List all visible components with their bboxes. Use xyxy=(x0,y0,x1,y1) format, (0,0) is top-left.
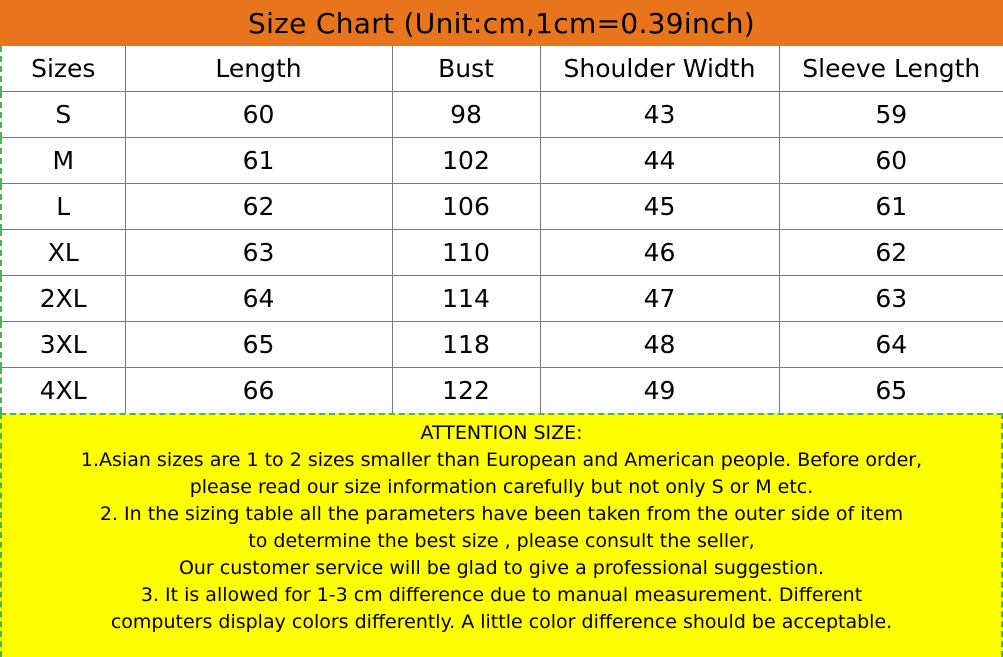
table-row xyxy=(1,368,1003,414)
shoulder-width-cell: 49 xyxy=(540,368,779,414)
size-cell: L xyxy=(1,184,125,230)
bust-cell: 114 xyxy=(392,276,540,322)
length-cell: 66 xyxy=(125,368,392,414)
sleeve-length-cell: 61 xyxy=(779,184,1003,230)
header-shoulder-width: Shoulder Width xyxy=(540,46,779,92)
shoulder-width-cell: 43 xyxy=(540,92,779,138)
header-bust: Bust xyxy=(392,46,540,92)
sleeve-length-cell: 62 xyxy=(779,230,1003,276)
notes-line: 3. It is allowed for 1-3 cm difference due to manual measurement. Different xyxy=(140,584,863,606)
shoulder-width-cell: 47 xyxy=(540,276,779,322)
shoulder-width-cell: 48 xyxy=(540,322,779,368)
table-row xyxy=(1,184,1003,230)
table-row xyxy=(1,138,1003,184)
sleeve-length-cell: 59 xyxy=(779,92,1003,138)
table-row xyxy=(1,276,1003,322)
header-sizes: Sizes xyxy=(1,46,125,92)
length-cell: 61 xyxy=(125,138,392,184)
size-cell: 2XL xyxy=(1,276,125,322)
size-cell: 3XL xyxy=(1,322,125,368)
table-row xyxy=(1,230,1003,276)
size-cell: S xyxy=(1,92,125,138)
table-header-row xyxy=(1,46,1003,92)
sleeve-length-cell: 65 xyxy=(779,368,1003,414)
bust-cell: 122 xyxy=(392,368,540,414)
length-cell: 64 xyxy=(125,276,392,322)
length-cell: 60 xyxy=(125,92,392,138)
notes-heading: ATTENTION SIZE: xyxy=(420,422,583,444)
sleeve-length-cell: 60 xyxy=(779,138,1003,184)
attention-notes xyxy=(0,413,1003,657)
sleeve-length-cell: 63 xyxy=(779,276,1003,322)
notes-line: computers display colors differently. A little color difference should be acceptable. xyxy=(110,611,893,633)
length-cell: 65 xyxy=(125,322,392,368)
notes-line: Our customer service will be glad to give a professional suggestion. xyxy=(178,557,825,579)
shoulder-width-cell: 45 xyxy=(540,184,779,230)
size-cell: 4XL xyxy=(1,368,125,414)
notes-line: please read our size information carefully but not only S or M etc. xyxy=(189,476,814,498)
size-chart-title: Size Chart (Unit:cm,1cm=0.39inch) xyxy=(0,0,1003,46)
bust-cell: 118 xyxy=(392,322,540,368)
size-table xyxy=(0,46,1003,413)
table-row xyxy=(1,92,1003,138)
notes-line: to determine the best size , please consult the seller, xyxy=(248,530,755,552)
notes-line: 1.Asian sizes are 1 to 2 sizes smaller than European and American people. Before order, xyxy=(80,449,923,471)
sleeve-length-cell: 64 xyxy=(779,322,1003,368)
size-cell: M xyxy=(1,138,125,184)
bust-cell: 102 xyxy=(392,138,540,184)
bust-cell: 98 xyxy=(392,92,540,138)
table-row xyxy=(1,322,1003,368)
size-cell: XL xyxy=(1,230,125,276)
shoulder-width-cell: 44 xyxy=(540,138,779,184)
notes-line: 2. In the sizing table all the parameters have been taken from the outer side of item xyxy=(99,503,904,525)
bust-cell: 110 xyxy=(392,230,540,276)
length-cell: 62 xyxy=(125,184,392,230)
shoulder-width-cell: 46 xyxy=(540,230,779,276)
length-cell: 63 xyxy=(125,230,392,276)
header-length: Length xyxy=(125,46,392,92)
bust-cell: 106 xyxy=(392,184,540,230)
header-sleeve-length: Sleeve Length xyxy=(779,46,1003,92)
